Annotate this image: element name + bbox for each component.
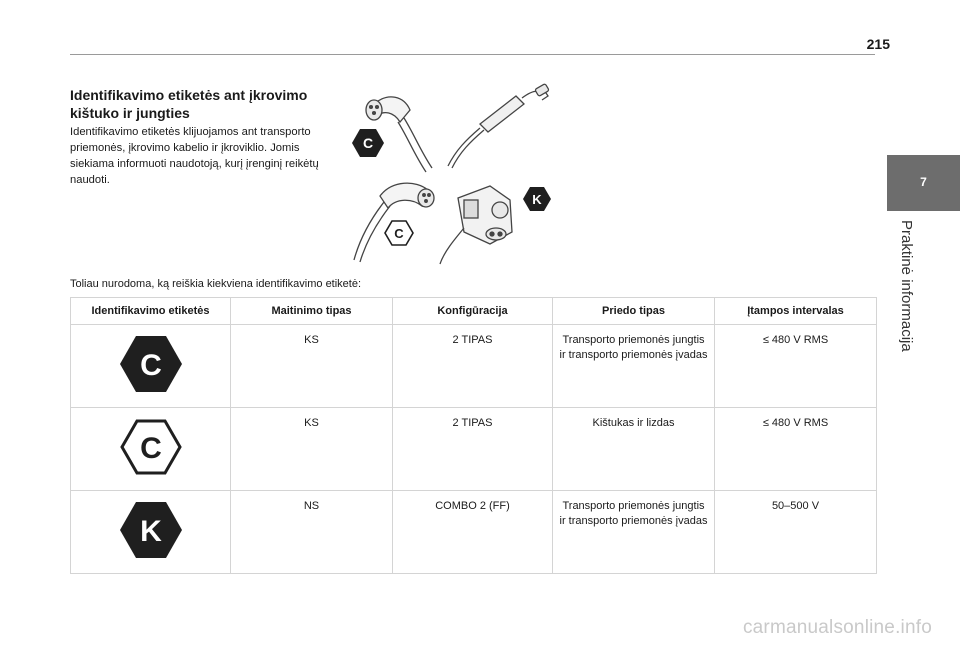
- power-type-cell: KS: [231, 408, 393, 491]
- table-row: [71, 325, 877, 408]
- power-type-cell: KS: [231, 325, 393, 408]
- configuration-cell: COMBO 2 (FF): [393, 491, 553, 574]
- header-voltage-range: Įtampos intervalas: [715, 298, 877, 325]
- chapter-tab[interactable]: [887, 155, 960, 211]
- identification-labels-table: [70, 297, 877, 574]
- svg-text:C: C: [394, 226, 404, 241]
- table-row: [71, 491, 877, 574]
- section-heading: Identifikavimo etiketės ant įkrovimo kištuko ir jungties: [70, 87, 308, 121]
- voltage-range-cell: ≤ 480 V RMS: [715, 325, 877, 408]
- chapter-title: Praktinė informacija: [898, 220, 915, 352]
- svg-text:C: C: [139, 431, 162, 465]
- label-c-filled-icon: [352, 129, 384, 157]
- configuration-cell: 2 TIPAS: [393, 325, 553, 408]
- accessory-type-cell: Transporto priemonės jungtis ir transporto priemonės įvadas: [553, 325, 715, 408]
- voltage-range-cell: ≤ 480 V RMS: [715, 408, 877, 491]
- label-k-filled-icon: [523, 187, 551, 211]
- header-label: Identifikavimo etiketės: [71, 298, 231, 325]
- chapter-number: 7: [920, 175, 927, 189]
- watermark: carmanualsonline.info: [742, 617, 932, 638]
- label-cell: [71, 408, 231, 491]
- svg-text:K: K: [139, 514, 162, 548]
- label-c-filled-icon: [118, 334, 184, 394]
- voltage-range-cell: 50–500 V: [715, 491, 877, 574]
- section-text: Identifikavimo etiketės klijuojamos ant transporto priemonės, įkrovimo kabelio ir įkroviklio. Jomis siekiama informuoti naudotoją, kurį įrenginį reikėtų naudoti.: [70, 126, 319, 186]
- combo-connector-icon: [440, 186, 512, 264]
- header-power-type: Maitinimo tipas: [231, 298, 393, 325]
- svg-text:C: C: [362, 135, 374, 151]
- svg-text:C: C: [139, 348, 162, 382]
- table-intro: Toliau nurodoma, ką reiškia kiekviena identifikavimo etiketė:: [70, 278, 362, 290]
- page-number: 215: [866, 36, 890, 52]
- table-row: [71, 408, 877, 491]
- accessory-type-cell: Kištukas ir lizdas: [553, 408, 715, 491]
- label-c-outline-icon: [118, 417, 184, 477]
- header-configuration: Konfigūracija: [393, 298, 553, 325]
- top-rule: [70, 54, 875, 55]
- label-cell: [71, 491, 231, 574]
- power-type-cell: NS: [231, 491, 393, 574]
- charging-cable-box-icon: [448, 84, 549, 168]
- header-accessory-type: Priedo tipas: [553, 298, 715, 325]
- table-header-row: [71, 298, 877, 325]
- svg-text:K: K: [532, 192, 542, 207]
- configuration-cell: 2 TIPAS: [393, 408, 553, 491]
- label-c-outline-icon: [385, 221, 413, 245]
- label-k-filled-icon: [118, 500, 184, 560]
- charging-equipment-illustration: [340, 82, 570, 267]
- label-cell: [71, 325, 231, 408]
- accessory-type-cell: Transporto priemonės jungtis ir transporto priemonės įvadas: [553, 491, 715, 574]
